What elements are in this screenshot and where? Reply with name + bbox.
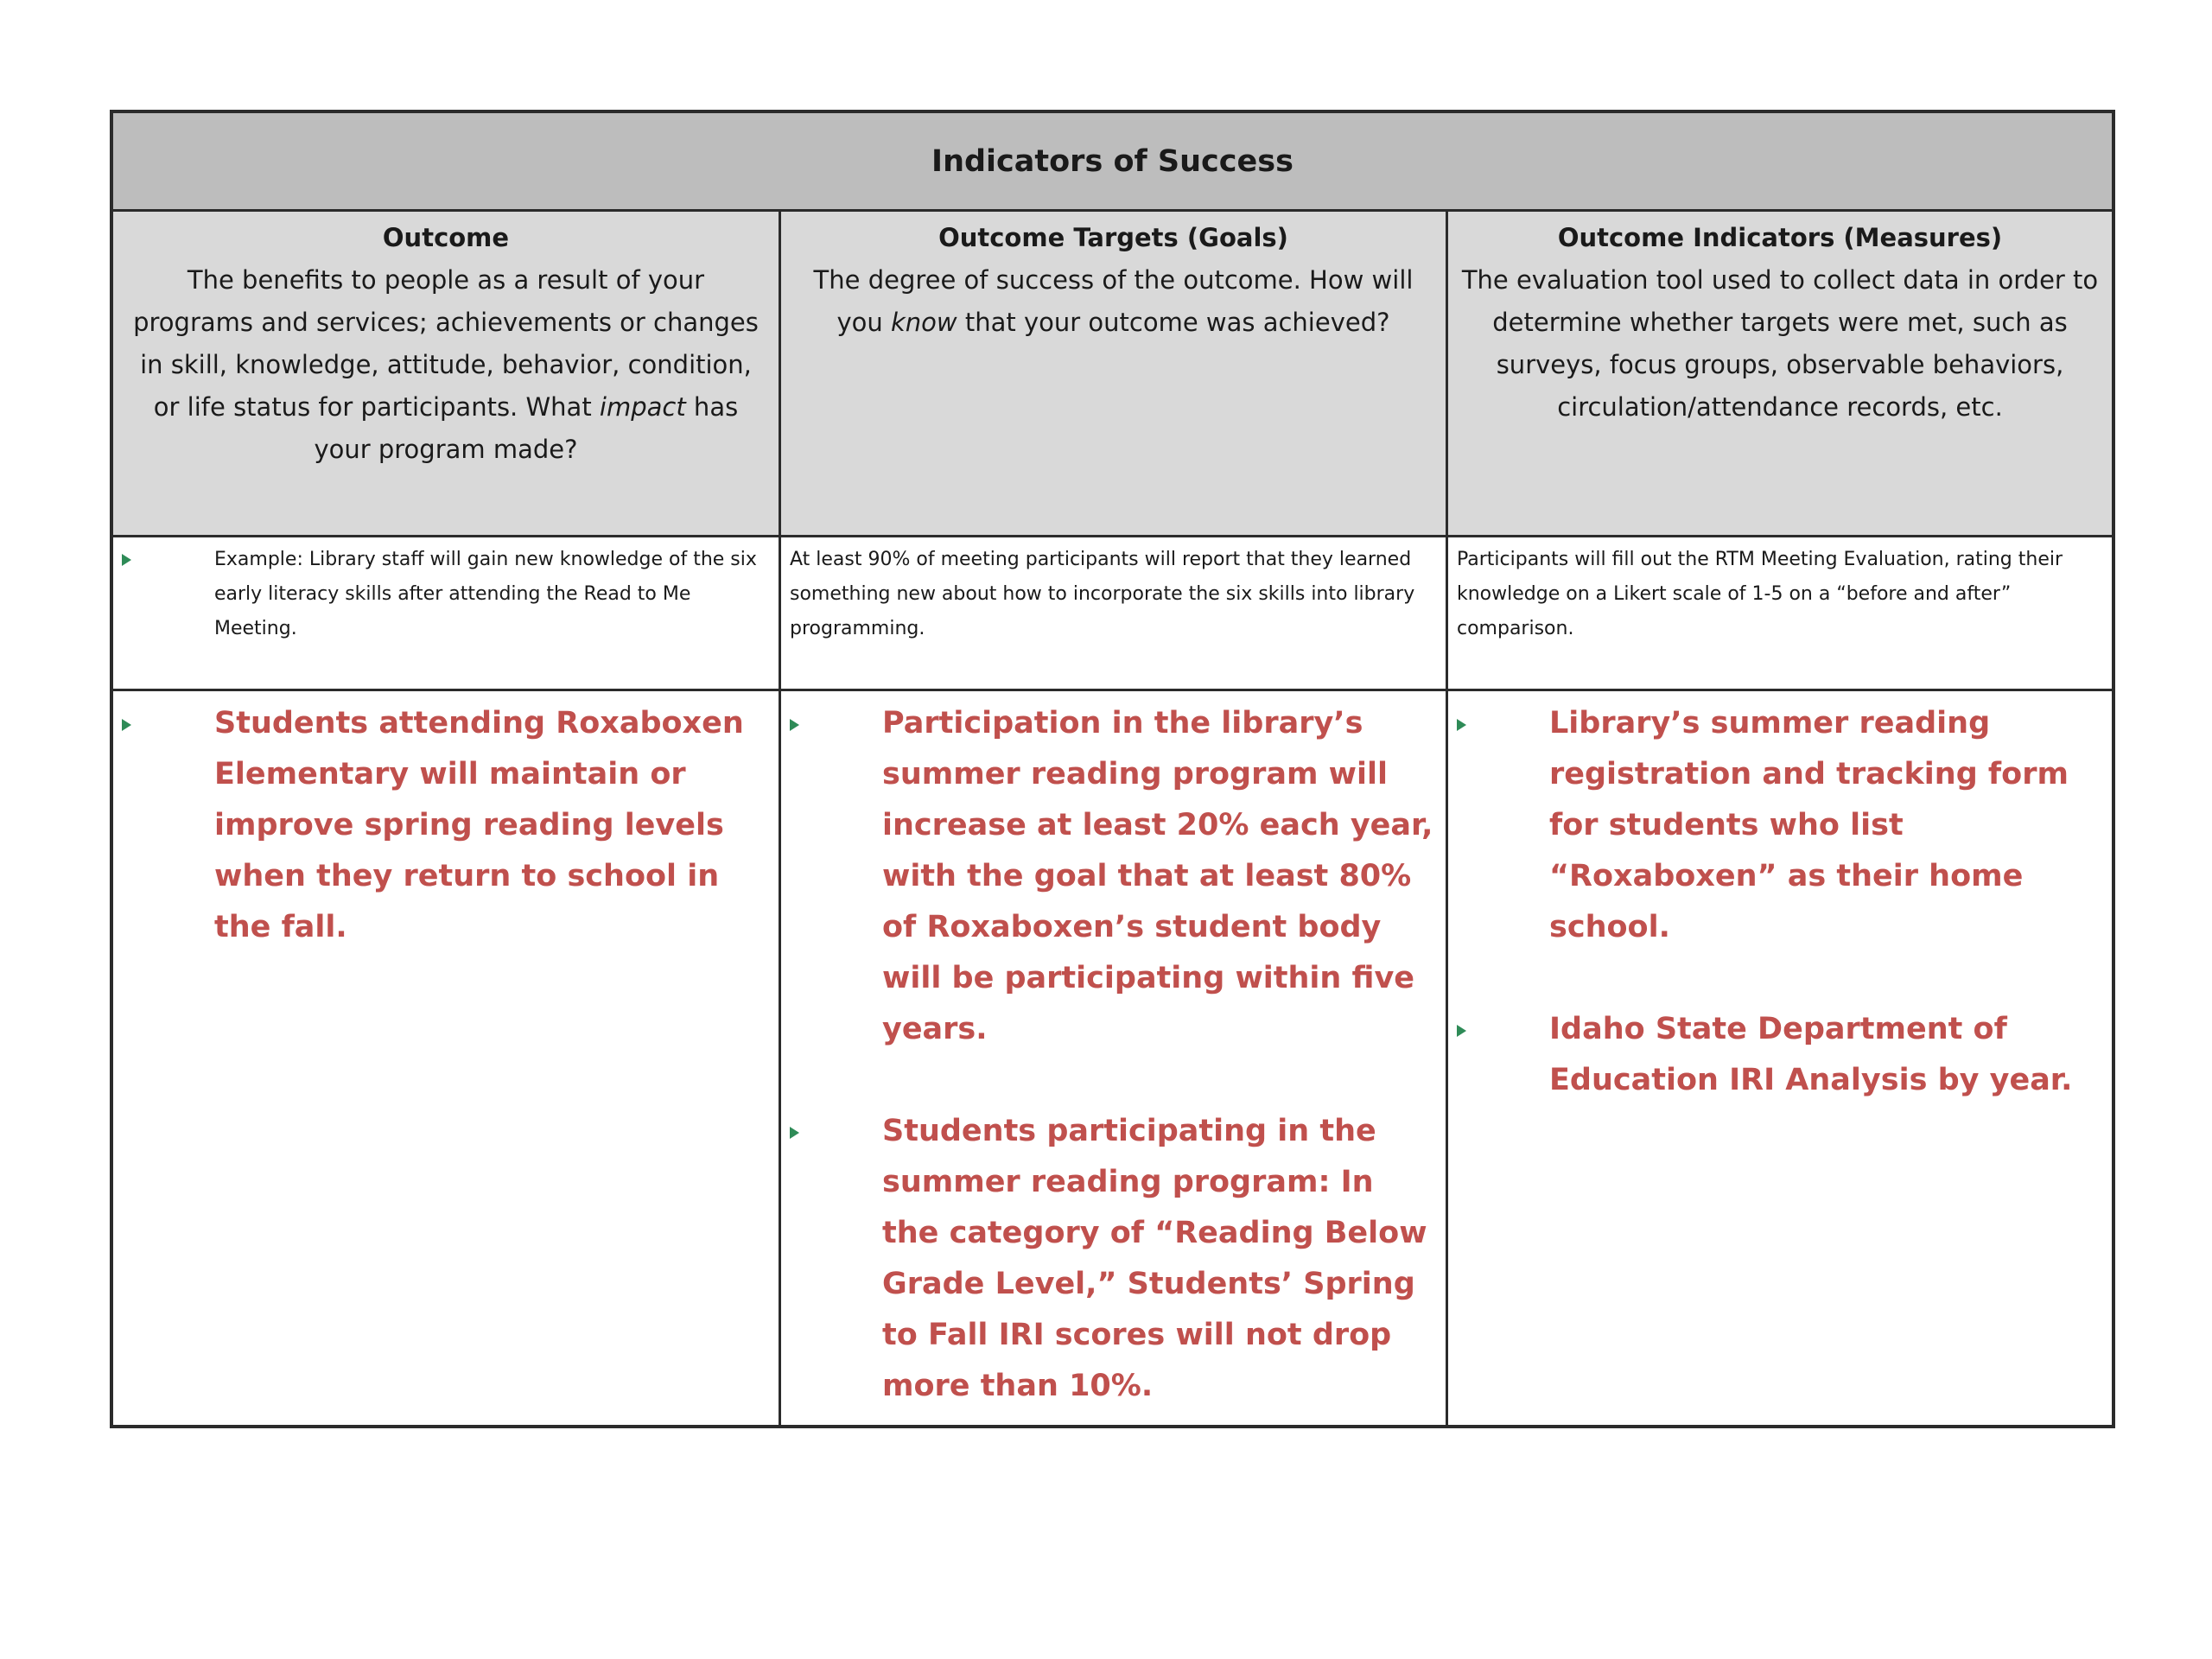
- green-triangle-bullet-icon: [1457, 719, 1466, 731]
- green-triangle-bullet-icon: [790, 1127, 799, 1139]
- header-outcome-desc: The benefits to people as a result of your programs and services; achievements or changes in skill, knowledge, attitude, behavior, condition, or life status for participants. What impact has your program made?: [133, 265, 759, 464]
- example-indicators-text: Participants will fill out the RTM Meeting Evaluation, rating their knowledge on a Likert scale of 1-5 on a “before and after” comparison.: [1457, 549, 2063, 639]
- header-targets: [781, 212, 1448, 537]
- list-item: [1457, 698, 2103, 953]
- indicator-item-text: Idaho State Department of Education IRI Analysis by year.: [1549, 1012, 2073, 1097]
- table-title: Indicators of Success: [113, 113, 2112, 212]
- main-targets-cell: [781, 691, 1448, 1425]
- green-triangle-bullet-icon: [122, 554, 131, 566]
- green-triangle-bullet-icon: [790, 719, 799, 731]
- example-outcome-cell: [113, 537, 781, 691]
- example-targets-cell: [781, 537, 1448, 691]
- list-item: [122, 543, 770, 646]
- list-item: [1457, 1004, 2103, 1106]
- green-triangle-bullet-icon: [122, 719, 131, 731]
- example-indicators-cell: [1448, 537, 2112, 691]
- target-item-text: Participation in the library’s summer reading program will increase at least 20% each year, with the goal that at least 80% of Roxaboxen’s student body will be participating within five years.: [882, 706, 1433, 1046]
- header-targets-desc: The degree of success of the outcome. How will you know that your outcome was achieved?: [813, 265, 1414, 337]
- header-outcome: [113, 212, 781, 537]
- outcome-item-text: Students attending Roxaboxen Elementary will maintain or improve spring reading levels when they return to school in the fall.: [214, 706, 744, 944]
- list-item: [790, 1106, 1437, 1412]
- main-outcome-cell: [113, 691, 781, 1425]
- list-item: [790, 698, 1437, 1055]
- list-item: [122, 698, 770, 953]
- indicator-item-text: Library’s summer reading registration and tracking form for students who list “Roxaboxen” as their home school.: [1549, 706, 2069, 944]
- header-outcome-title: Outcome: [382, 223, 510, 252]
- header-indicators: [1448, 212, 2112, 537]
- example-outcome-text: Example: Library staff will gain new knowledge of the six early literacy skills after attending the Read to Me Meeting.: [214, 549, 757, 639]
- example-targets-text: At least 90% of meeting participants will report that they learned something new about how to incorporate the six skills into library programming.: [790, 549, 1415, 639]
- header-targets-title: Outcome Targets (Goals): [938, 223, 1288, 252]
- header-indicators-desc: The evaluation tool used to collect data in order to determine whether targets were met, such as surveys, focus groups, observable behaviors, circulation/attendance records, etc.: [1461, 265, 2099, 422]
- header-indicators-title: Outcome Indicators (Measures): [1557, 223, 2003, 252]
- main-indicators-cell: [1448, 691, 2112, 1425]
- indicators-table: [110, 110, 2115, 1428]
- target-item-text: Students participating in the summer reading program: In the category of “Reading Below Grade Level,” Students’ Spring to Fall IRI scores will not drop more than 10%.: [882, 1114, 1427, 1403]
- green-triangle-bullet-icon: [1457, 1025, 1466, 1037]
